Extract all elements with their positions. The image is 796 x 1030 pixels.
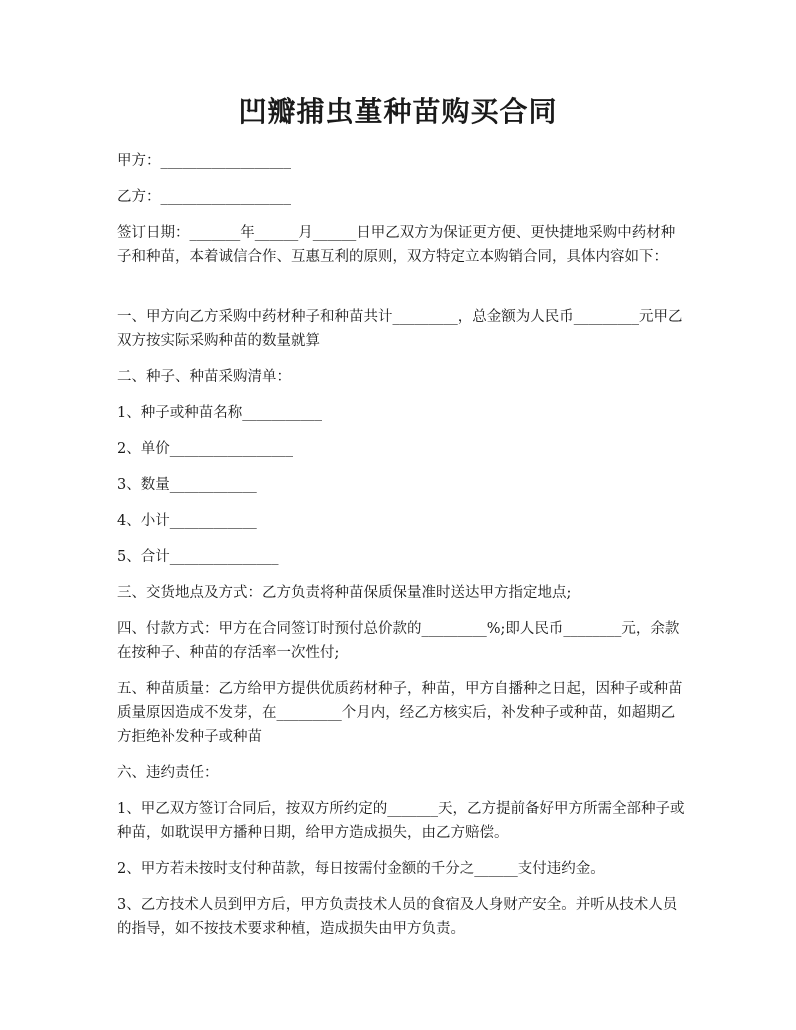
clause-6-item-2: 2、甲方若未按时支付种苗款，每日按需付金额的千分之______支付违约金。: [117, 861, 605, 877]
clause-6-item-1: 1、甲乙双方签订合同后，按双方所约定的_______天，乙方提前备好甲方所需全部种子或种苗，如耽误甲方播种日期，给甲方造成损失，由乙方赔偿。: [117, 801, 685, 841]
clause-6-heading: 六、违约责任：: [117, 765, 219, 781]
party-a-line: 甲方：__________________: [117, 153, 291, 169]
document-title: 凹瓣捕虫堇种苗购买合同: [238, 95, 558, 128]
signing-date-paragraph: 签订日期：_______年______月______日甲乙双方为保证更方便、更快捷地采购中药材种子和种苗，本着诚信合作、互惠互利的原则，双方特定立本购销合同，具体内容如下：: [117, 225, 676, 265]
clause-1-paragraph: 一、甲方向乙方采购中药材种子和种苗共计_________，总金额为人民币_________元甲乙双方按实际采购种苗的数量就算: [117, 309, 683, 349]
party-b-line: 乙方：__________________: [117, 189, 291, 205]
list-item-seed-name: 1、种子或种苗名称___________: [117, 405, 322, 421]
clause-2-heading: 二、种子、种苗采购清单：: [117, 369, 291, 385]
clause-3-paragraph: 三、交货地点及方式：乙方负责将种苗保质保量准时送达甲方指定地点;: [117, 585, 572, 601]
clause-4-paragraph: 四、付款方式：甲方在合同签订时预付总价款的_________%;即人民币________元，余款在按种子、种苗的存活率一次性付;: [117, 621, 680, 661]
list-item-unit-price: 2、单价_________________: [117, 441, 293, 457]
list-item-total: 5、合计_______________: [117, 549, 279, 565]
clause-6-item-3: 3、乙方技术人员到甲方后，甲方负责技术人员的食宿及人身财产安全。并听从技术人员的指导，如不按技术要求种植，造成损失由甲方负责。: [117, 897, 678, 937]
list-item-quantity: 3、数量____________: [117, 477, 257, 493]
clause-5-paragraph: 五、种苗质量：乙方给甲方提供优质药材种子，种苗，甲方自播种之日起，因种子或种苗质量原因造成不发芽，在_________个月内，经乙方核实后，补发种子或种苗，如超期乙方拒绝补发种子或种苗: [117, 681, 683, 745]
list-item-subtotal: 4、小计____________: [117, 513, 257, 529]
